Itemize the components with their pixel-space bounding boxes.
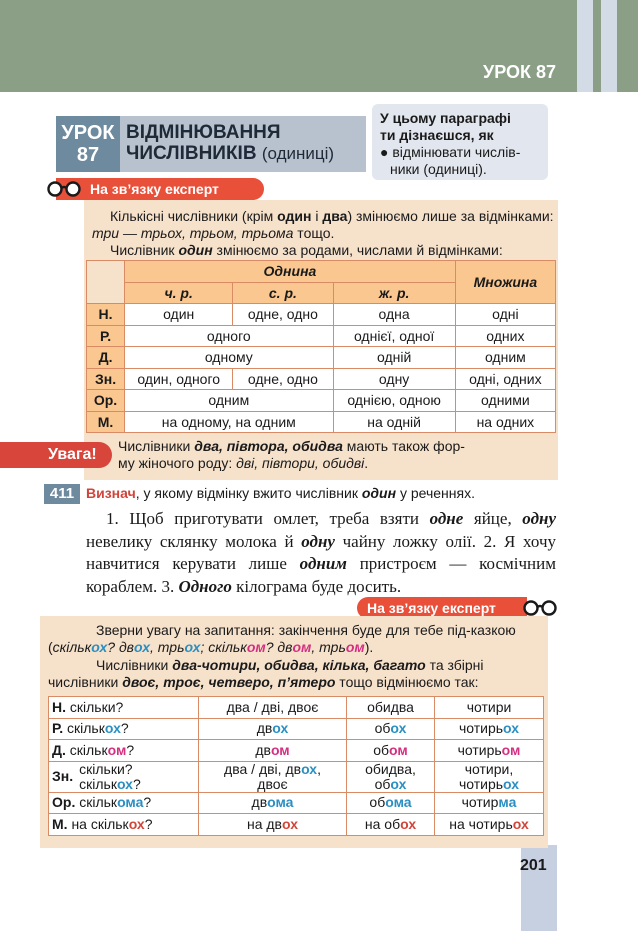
table-row [49, 697, 544, 719]
table-cell: обидва [347, 697, 435, 719]
table-cell: двох [199, 718, 347, 740]
goals-heading: У цьому параграфі [380, 110, 511, 126]
table-cell: обом [347, 740, 435, 762]
table-cell: чотири [435, 697, 544, 719]
table-row [87, 390, 556, 412]
table-cell: два / дві, двоє [199, 697, 347, 719]
table-cell: одних [455, 325, 555, 347]
goals-heading: ти дізнаєшся, як [380, 127, 494, 143]
table-cell: на одному, на одним [125, 411, 333, 433]
table-row [87, 368, 556, 390]
header-singular: Однина [125, 261, 456, 283]
table-cell: на одних [455, 411, 555, 433]
lesson-badge [56, 116, 120, 172]
table-row [87, 347, 556, 369]
lesson-number: 87 [76, 144, 100, 166]
table-cell: обох [347, 718, 435, 740]
table-cell: Ор. скількома? [49, 792, 199, 814]
table-cell: Д. [87, 347, 125, 369]
table-cell: М. на скількох? [49, 814, 199, 836]
attention-badge: Увага! [0, 442, 112, 468]
lesson-title [120, 116, 366, 172]
table-cell: Д. скільком? [49, 740, 199, 762]
exercise-text: 1. Щоб приготувати омлет, треба взяти одне яйце, одну невелику склянку молока й одну чайну ложку олії. 2. Я хочу навчитися керувати лише одним пристроєм — космічним кораблем. 3. Одного кілограма буде досить. [86, 509, 556, 596]
table-cell: одного [125, 325, 333, 347]
table-row [87, 411, 556, 433]
header-gender: ч. р. [125, 282, 233, 304]
table-cell: чотирьох [435, 718, 544, 740]
table-cell: Н. [87, 304, 125, 326]
table-cell: двом [199, 740, 347, 762]
expert-banner: На зв’язку експерт [357, 597, 527, 619]
table-cell: одні, одних [455, 368, 555, 390]
table-cell: одному [125, 347, 333, 369]
title-line1: ВІДМІНЮВАННЯ [126, 122, 281, 143]
table-cell: Ор. [87, 390, 125, 412]
table-cell: одним [455, 347, 555, 369]
exercise-task: Визнач, у якому відмінку вжито числівник один у реченнях. [86, 485, 475, 501]
table-cell: однієї, одної [333, 325, 455, 347]
declension-table-dva [48, 696, 544, 836]
paragraph: Числівники два-чотири, обидва, кілька, багато та збірні числівники двоє, троє, четверо, п’ятеро тощо відмінюємо так: [48, 657, 484, 690]
table-cell: М. [87, 411, 125, 433]
table-cell: одній [333, 347, 455, 369]
top-decor-stripe [601, 0, 617, 92]
lesson-word: УРОК [61, 122, 115, 144]
goals-box [372, 104, 548, 180]
table-row [49, 718, 544, 740]
table-cell: один, одного [125, 368, 233, 390]
table-cell: чотирма [435, 792, 544, 814]
goals-bullet: ● відмінювати числів- [380, 144, 521, 160]
table-cell: одне, одно [233, 368, 333, 390]
table-row [49, 761, 544, 792]
table-row [49, 792, 544, 814]
exercise-number: 411 [44, 484, 80, 504]
expert-banner: На зв’язку експерт [56, 178, 264, 200]
paragraph: Числівник один змінюємо за родами, числами й відмінками: [110, 242, 503, 258]
table-row [49, 740, 544, 762]
table-row [49, 814, 544, 836]
glasses-icon [46, 181, 82, 197]
table-row [87, 325, 556, 347]
header-gender: с. р. [233, 282, 333, 304]
table-cell: на обох [347, 814, 435, 836]
title-line2: ЧИСЛІВНИКІВ (одиниці) [126, 143, 335, 164]
header-gender: ж. р. [333, 282, 455, 304]
table-cell: одну [333, 368, 455, 390]
table-cell: Зн. скільки? скількох? [49, 761, 199, 792]
table-cell: на чотирьох [435, 814, 544, 836]
running-header: УРОК 87 [483, 62, 556, 82]
table-cell: обидва, обох [347, 761, 435, 792]
declension-table-odyn [86, 260, 556, 433]
table-cell: один [125, 304, 233, 326]
paragraph: Кількісні числівники (крім один і два) змінюємо лише за відмінками: три — трьох, трьом, трьома тощо. [92, 208, 554, 241]
table-cell: одна [333, 304, 455, 326]
table-cell: Р. [87, 325, 125, 347]
top-decor-stripe [577, 0, 593, 92]
table-cell: Р. скількох? [49, 718, 199, 740]
table-cell: чотирьом [435, 740, 544, 762]
goals-bullet: ники (одиниці). [390, 161, 487, 177]
table-cell: на двох [199, 814, 347, 836]
table-cell: одними [455, 390, 555, 412]
table-cell: двома [199, 792, 347, 814]
table-cell: Н. скільки? [49, 697, 199, 719]
table-cell: чотири, чотирьох [435, 761, 544, 792]
table-row [87, 304, 556, 326]
page-number: 201 [520, 857, 547, 874]
glasses-icon [522, 600, 558, 616]
table-cell: обома [347, 792, 435, 814]
table-cell: одне, одно [233, 304, 333, 326]
header-plural: Множина [455, 261, 555, 304]
table-corner [87, 261, 125, 304]
table-cell: два / дві, двох, двоє [199, 761, 347, 792]
attention-note: Числівники два, півтора, обидва мають також фор- му жіночого роду: дві, півтори, обидві. [118, 438, 465, 471]
table-cell: одні [455, 304, 555, 326]
paragraph: Зверни увагу на запитання: закінчення буде для тебе під-казкою (скількох? двох, трьох; скільком? двом, трьом). [48, 622, 516, 655]
table-cell: однією, одною [333, 390, 455, 412]
table-cell: одним [125, 390, 333, 412]
table-cell: Зн. [87, 368, 125, 390]
table-cell: на одній [333, 411, 455, 433]
